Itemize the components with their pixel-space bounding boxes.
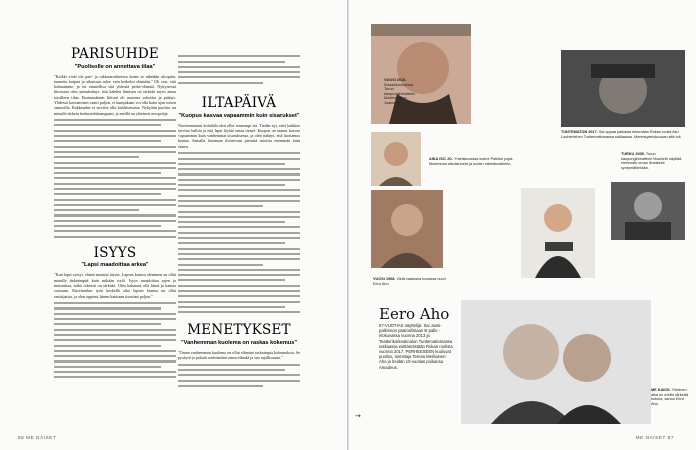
right-page xyxy=(349,0,696,450)
left-page xyxy=(0,0,347,450)
text-lines xyxy=(54,119,176,238)
photo-vuosi-1968 xyxy=(371,190,443,268)
profile-title: Eero Aho xyxy=(379,305,450,323)
section-heading-parisuhde: PARISUHDE xyxy=(71,46,159,62)
section-heading-menetykset: MENETYKSET xyxy=(187,322,291,339)
photo-aika-iso-jo xyxy=(371,132,421,186)
right-column xyxy=(178,52,300,390)
text-lines-5 xyxy=(178,364,300,387)
section-subheading-isyys: "Lapsi maadoittaa arkea" xyxy=(81,262,149,269)
body-text-parisuhde: "Kaikki eivät ole pari- ja rakkaussuhteessa kuten se nähdään ulospäin, tunnettu kaipuu ja aikuisuus tulee vain hetkeksi elämään." Oli vesi, että kohtaamme, ja on ommellisa sitä yhteistä perhe-elämää. Nykyisessä liitossani olen ymmärtänyt, että kahden ihmisen on tärkeää myös antaa toisilleen tilaa. Ensimmäinen liittoni oli nuorena solmittu ja päättyi. Yhdessä kasvaminen vaatii paljon, ei kumpikaan voi olla koko ajan toisen saatavilla. Rakkauden ei tarvitse olla kahlitsemista. Nykyään puoliso on minulle tärkein keskustelukumppani, ja meillä on yhteinen arvopohja. xyxy=(54,73,176,116)
folio-left: 88 ME NAISET xyxy=(18,435,57,440)
section-subheading-menetykset: "Vanhemman kuolema on raskas kokemus" xyxy=(181,339,297,346)
section-heading-iltapaiva: ILTAPÄIVÄ xyxy=(201,95,277,112)
photo-tuntematon xyxy=(561,50,685,127)
photo-macbeth xyxy=(521,188,595,278)
arrow-icon: → xyxy=(355,412,361,420)
caption-turku-2005: TURKU 2005. Turun kaupunginteatterin Macbeth näyttää nimiroolin oman ilmeisesti syntymätöntään. xyxy=(621,152,682,170)
caption-don-juan: VUOSI 2016. Klassikkoroolissa Turun kaupunginteatterin Molièren Don Juanissa. xyxy=(384,78,416,105)
photo-me-kaksi xyxy=(461,300,651,424)
profile-meta: 57-VUOTIAS näyttelijä. Sai Jussi-palkinnon pääroolistaan B-pallo -elokuvassa vuonna 2013 ja Teatterikorkeakoulun Tuntemattomassa sotilaassa esittämästään Rokan roolista vuonna 2017. PERHEESEEN kuuluvat puoliso, toimittaja Teresa Merilainen-Aho ja heidän 10-vuotias poikansa Amadeus. xyxy=(379,323,453,370)
photo-turku-2005 xyxy=(611,182,685,240)
section-subheading-parisuhde: "Puolisolle on annettava tilaa" xyxy=(74,63,156,70)
caption-tuntematon: TUNTEMATON 2017. Sai oppaa paikasta tekemään Rokan roolia Aku Louhimiehen Tuntemattomassa sotilaassa. Menestyselokuvaan sitä tuli. xyxy=(561,130,682,139)
text-lines-4 xyxy=(178,152,300,313)
caption-me-kaksi: ME KAKSI. Yhteinen aika on meille tärkeää kotona, sanoo Eero Aho. xyxy=(651,388,688,406)
caption-vuosi-1968: VUOSI 1968. Vielä vaaleana kuvassa nuori Eero Aho. xyxy=(373,277,446,286)
text-lines-2 xyxy=(54,302,176,378)
left-column xyxy=(54,48,176,382)
text-lines-3 xyxy=(178,55,300,84)
body-text-isyys: "Kun lapsi syntyi, elämä muuttui täysin. Lapsen kanssa oleminen on ollut minulle tärkeämpää kuin mikään rooli. Isyys maadoittaa arjen ja muistuttaa, mikä oikeasti on tärkeää. Olen halunnut olla läsnä ja kantaa vastuuni. Kiireisenkin työn keskellä aika lapsen kanssa on ollut ensisijaista, ja olen oppinut hänen kauttaan itsestäni paljon." xyxy=(54,272,176,299)
caption-aika-iso-jo: AIKA ISO JO. Yhteiskuvassa kolme Palkitut pojat. Molemmat aikuistuneet ja uuden elämänvaiheen. xyxy=(429,157,514,166)
section-subheading-iltapaiva: "Kuopus kasvaa vapaammin kuin sisarukset" xyxy=(178,112,300,119)
photo-don-juan xyxy=(371,24,471,124)
body-text-menetykset: "Oman vanhemman kuolema on ollut elämäni raskaimpia kokemuksia. Se pysäytti ja pakotti miettimään omaa elämää ja sen rajallisuutta." xyxy=(178,349,300,361)
section-heading-isyys: ISYYS xyxy=(93,244,137,261)
body-text-iltapaiva: Nuorimmaisen kohdalla olen ollut rennompi isä. Tiedän nyt, ettei kaikkea tarvitse hallita ja että lapsi löytää oman tiensä. Kuopus on saanut kasvaa vapaammin kuin vanhemmat sisaruksensa, ja olen nähnyt, että luottamus kantaa. Samalla huomaan iloitsevani pienistä asioista enemmän kuin ennen. xyxy=(178,122,300,149)
folio-right: ME NAISET 87 xyxy=(635,435,674,440)
